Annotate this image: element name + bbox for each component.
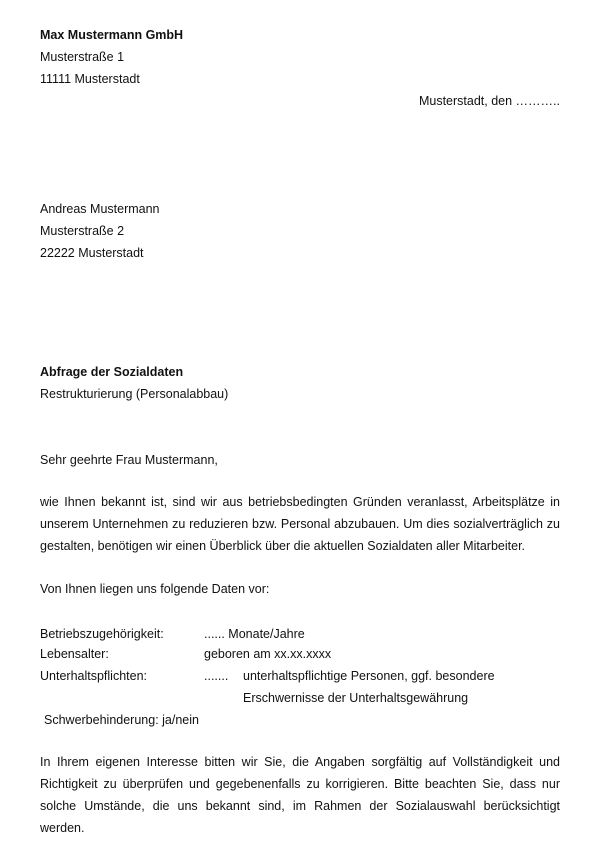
maintenance-dots: ....... <box>204 669 229 683</box>
intro-paragraph: wie Ihnen bekannt ist, sind wir aus betriebsbedingten Gründen veranlasst, Arbeitsplätze in unserem Unternehmen zu reduzieren bzw. Personal abzubauen. Um dies sozialverträglich zu gestalten, benötigen wir einen Überblick über die aktuellen Sozialdaten aller Mitarbeiter. <box>40 495 560 553</box>
tenure-value: ...... Monate/Jahre <box>204 627 305 641</box>
maintenance-label: Unterhaltspflichten: <box>40 669 148 683</box>
age-label: Lebensalter: <box>40 647 109 661</box>
data-intro: Von Ihnen liegen uns folgende Daten vor: <box>40 582 270 596</box>
subject-subtitle: Restrukturierung (Personalabbau) <box>40 387 229 401</box>
subject-title: Abfrage der Sozialdaten <box>40 365 184 379</box>
request-paragraph: In Ihrem eigenen Interesse bitten wir Sie, die Angaben sorgfältig auf Vollständigkeit und Richtigkeit zu überprüfen und gegebenenfalls zu korrigieren. Bitte beachten Sie, dass nur solche Umstände, die uns bekannt sind, im Rahmen der Sozialauswahl berücksichtigt werden. <box>40 755 560 835</box>
maintenance-value-line1: unterhaltspflichtige Personen, ggf. besondere <box>243 669 495 683</box>
recipient-name: Andreas Mustermann <box>40 202 160 216</box>
disability-field: Schwerbehinderung: ja/nein <box>44 713 199 727</box>
date-line: Musterstadt, den ……….. <box>418 94 560 108</box>
maintenance-value-line2: Erschwernisse der Unterhaltsgewährung <box>243 691 469 705</box>
sender-company: Max Mustermann GmbH <box>40 28 184 42</box>
age-value: geboren am xx.xx.xxxx <box>204 647 332 661</box>
tenure-label: Betriebszugehörigkeit: <box>40 627 164 641</box>
sender-street: Musterstraße 1 <box>40 50 125 64</box>
sender-city: 11111 Musterstadt <box>40 72 140 86</box>
recipient-city: 22222 Musterstadt <box>40 246 144 260</box>
salutation: Sehr geehrte Frau Mustermann, <box>40 453 218 467</box>
recipient-street: Musterstraße 2 <box>40 224 125 238</box>
